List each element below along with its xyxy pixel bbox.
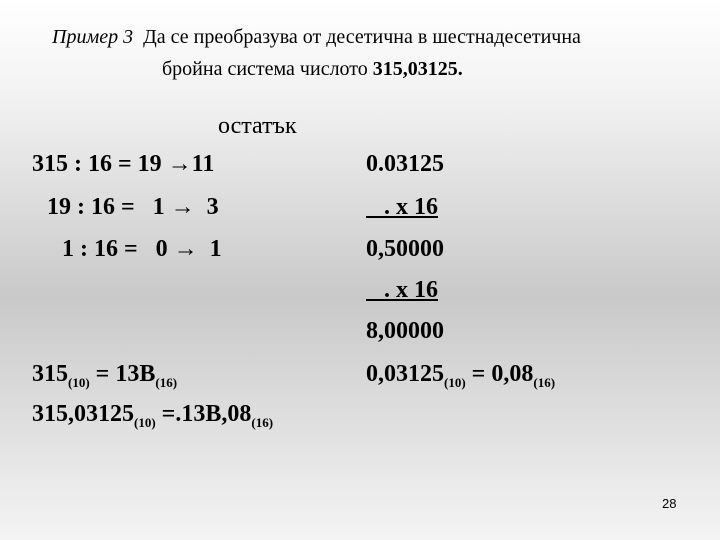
example-label: Пример 3 <box>52 26 134 48</box>
result-fraction-value: 0,03125 <box>366 361 444 387</box>
base-subscript: (10) <box>68 375 90 390</box>
base-subscript: (16) <box>533 375 556 390</box>
result-full <box>32 401 273 428</box>
division-row <box>62 236 222 263</box>
fraction-step <box>366 194 438 221</box>
division-row <box>47 194 219 221</box>
division-remainder: 1 <box>209 236 222 262</box>
intro-number: 315,03125. <box>372 58 463 80</box>
fraction-multiplier: . x 16 <box>384 194 438 220</box>
result-integer-value: 315 <box>32 361 68 387</box>
base-subscript: (10) <box>444 375 466 390</box>
result-full-value: 315,03125 <box>32 401 134 427</box>
division-row <box>32 151 214 178</box>
base-subscript: (16) <box>155 375 178 390</box>
base-subscript: (10) <box>134 415 156 430</box>
arrow-icon: → <box>173 236 198 262</box>
result-fraction-equals: = 0,08 <box>465 361 534 387</box>
result-fraction <box>366 361 555 388</box>
arrow-icon: → <box>170 194 195 220</box>
division-expression: 1 : 16 = 0 <box>62 236 168 262</box>
division-expression: 19 : 16 = 1 <box>47 194 165 220</box>
result-integer <box>32 361 177 388</box>
division-remainder: 11 <box>191 151 215 177</box>
division-expression: 315 : 16 = 19 <box>32 151 162 177</box>
fraction-step <box>366 277 438 304</box>
fraction-step: 8,00000 <box>366 318 444 344</box>
result-integer-equals: = 13B <box>89 361 156 387</box>
intro-text-1: Да се преобразува от десетична в шестнадесетична <box>143 26 581 48</box>
page-number: 28 <box>662 496 677 511</box>
fraction-multiplier: . x 16 <box>384 277 438 303</box>
base-subscript: (16) <box>251 415 274 430</box>
intro-text-2: бройна система числото <box>162 58 373 80</box>
division-remainder: 3 <box>206 194 219 220</box>
intro-line-2 <box>162 58 463 81</box>
fraction-step: 0,50000 <box>366 236 444 262</box>
remainder-label: остатък <box>218 113 297 139</box>
result-full-equals: =.13B,08 <box>155 401 252 427</box>
fraction-step: 0.03125 <box>366 151 444 177</box>
intro-line-1 <box>52 26 581 49</box>
arrow-icon: → <box>167 151 192 177</box>
